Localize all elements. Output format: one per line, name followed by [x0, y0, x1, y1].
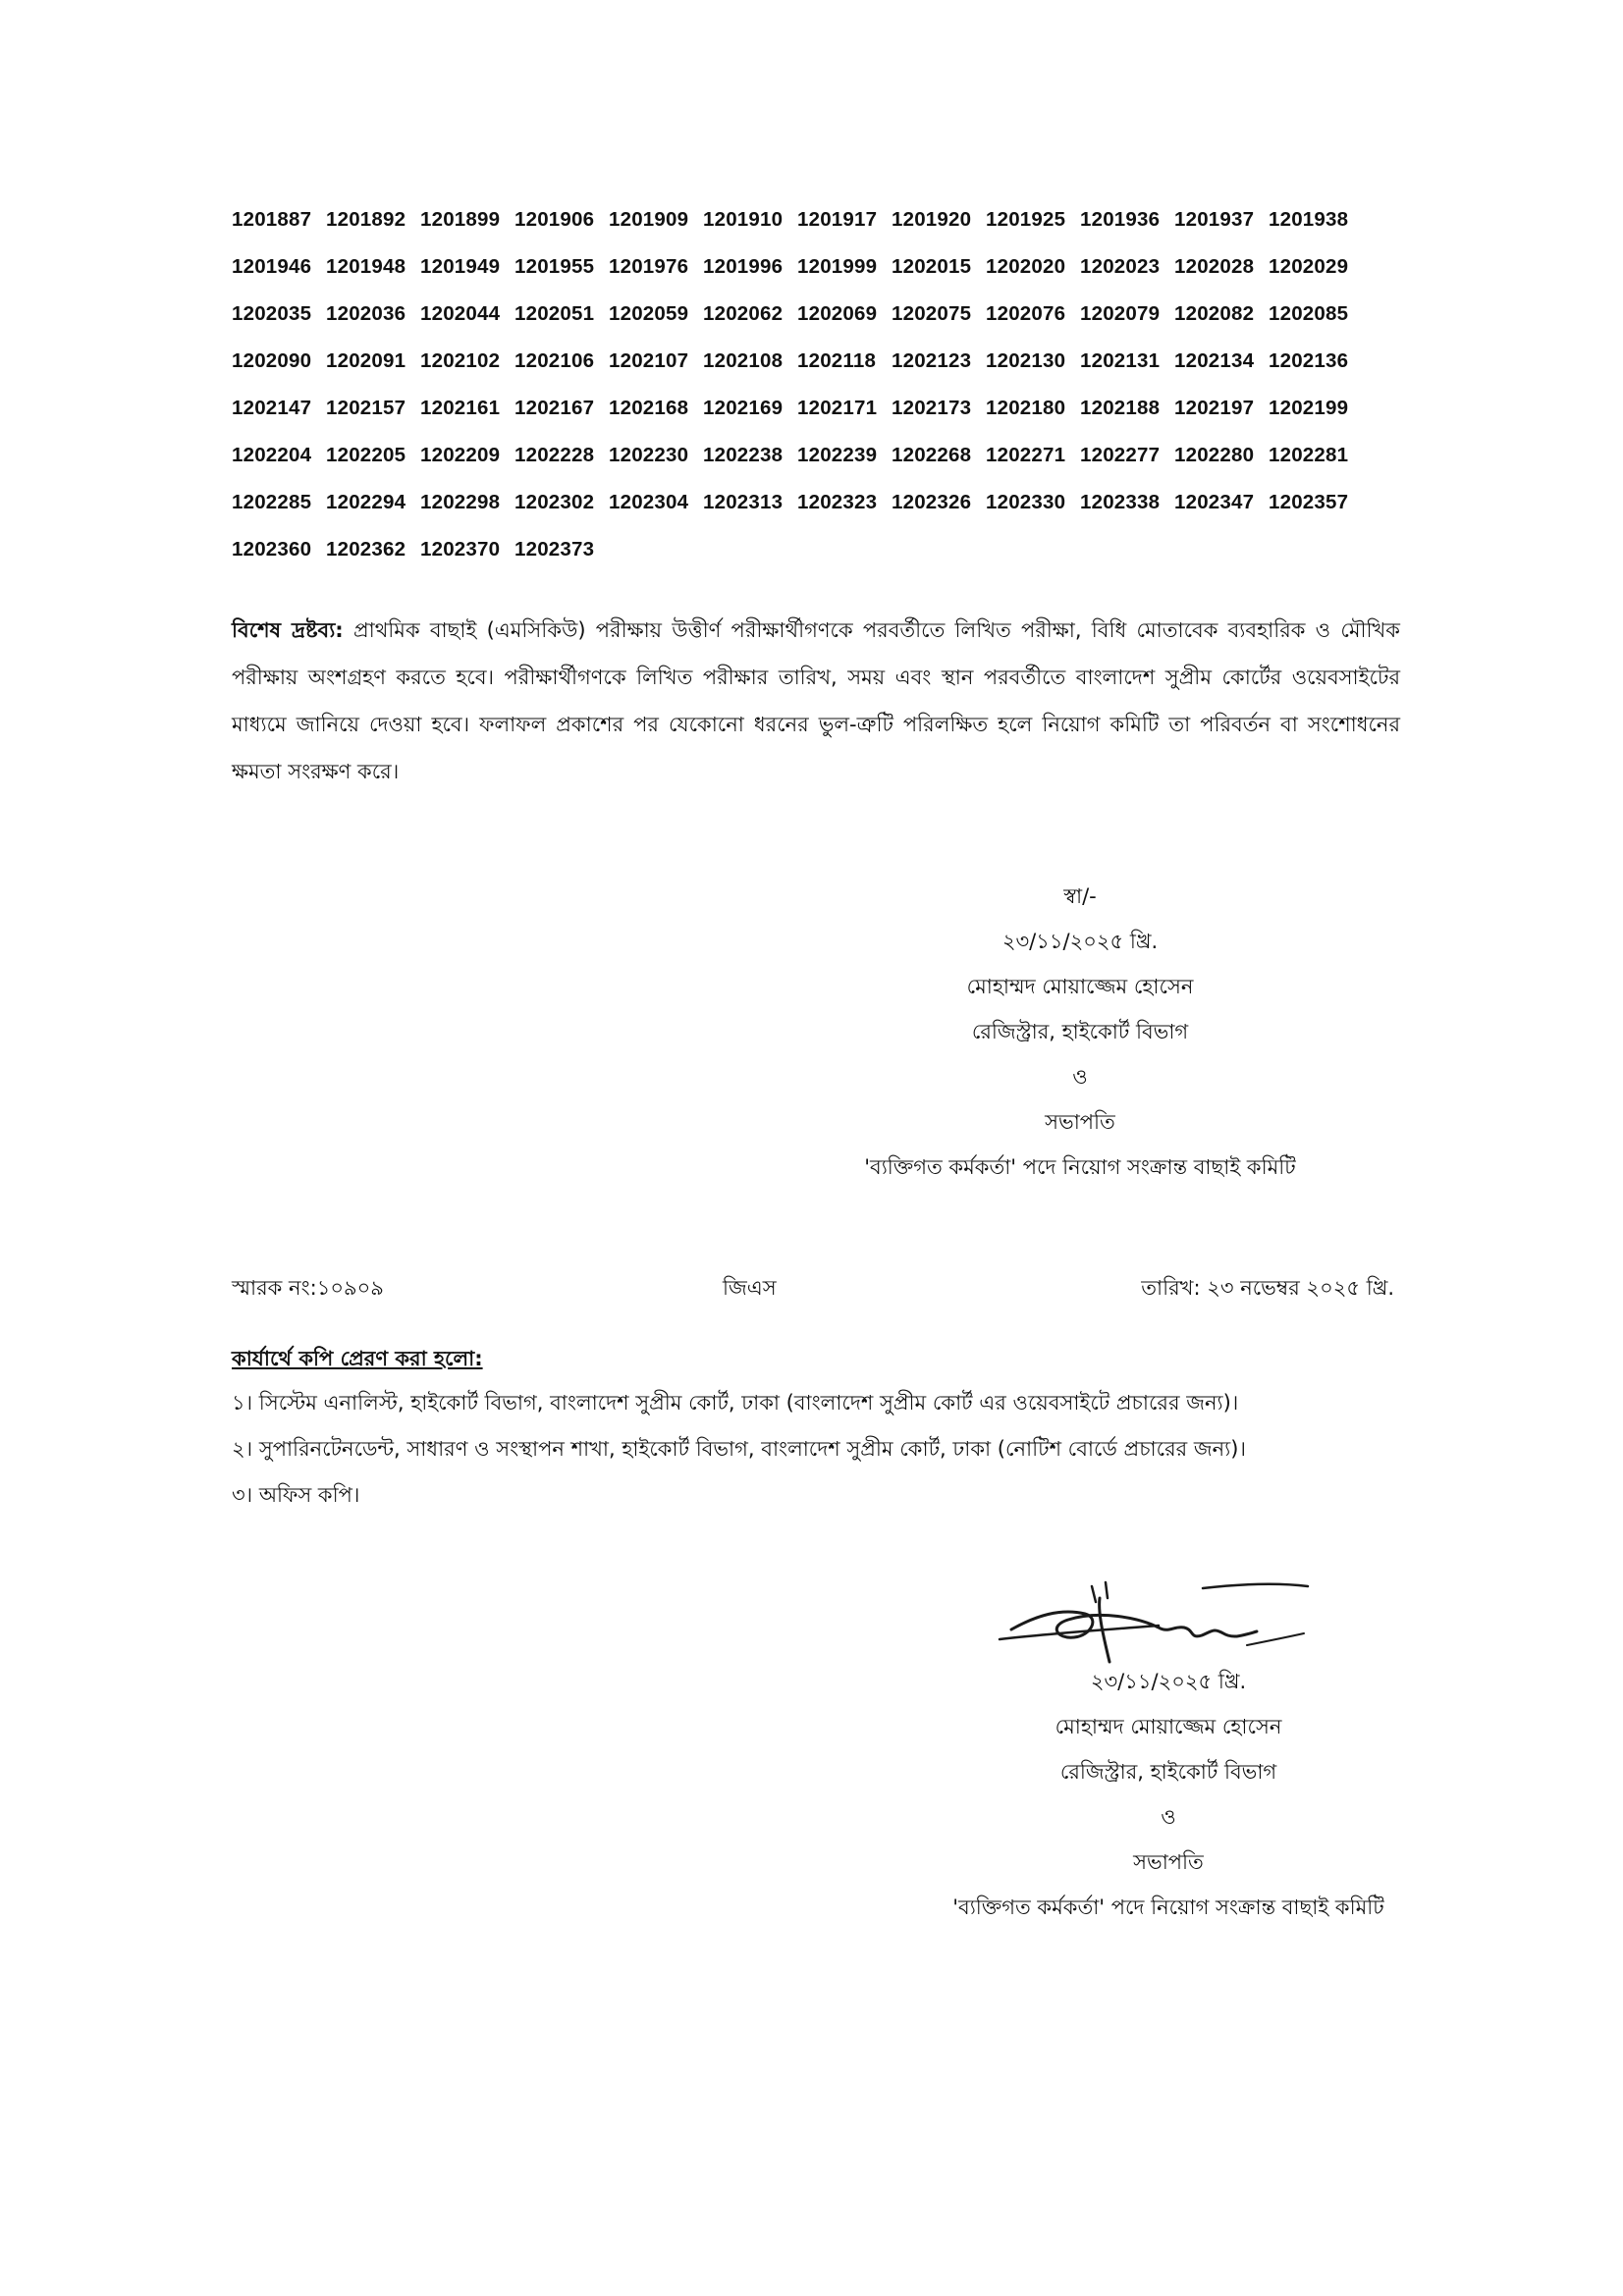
roll-number: 1202091	[326, 349, 406, 372]
roll-number: 1202197	[1174, 397, 1255, 419]
roll-number: 1202338	[1080, 491, 1161, 513]
roll-number-row	[232, 291, 1390, 338]
roll-number-list	[232, 196, 1390, 573]
roll-number: 1202085	[1269, 302, 1349, 325]
roll-number: 1201910	[703, 208, 784, 231]
roll-number: 1202285	[232, 491, 312, 513]
roll-number: 1201999	[797, 255, 878, 278]
signatory-date: ২৩/১১/২০২৫ খ্রি.	[1090, 1670, 1247, 1693]
roll-number-row	[232, 385, 1390, 432]
signatory-date: ২৩/১১/২০২৫ খ্রি.	[1001, 930, 1159, 953]
roll-number: 1202059	[609, 302, 689, 325]
roll-number: 1202062	[703, 302, 784, 325]
roll-number: 1202326	[892, 491, 972, 513]
roll-number: 1202106	[514, 349, 595, 372]
roll-number: 1202147	[232, 397, 312, 419]
roll-number: 1202330	[986, 491, 1066, 513]
signatory-conjunction: ও	[1072, 1065, 1088, 1089]
roll-number: 1201925	[986, 208, 1066, 231]
signatory-role: সভাপতি	[1133, 1850, 1204, 1874]
roll-number: 1201996	[703, 255, 784, 278]
roll-number: 1201976	[609, 255, 689, 278]
roll-number: 1202015	[892, 255, 972, 278]
roll-number: 1202271	[986, 444, 1066, 466]
signatory-committee: 'ব্যক্তিগত কর্মকর্তা' পদে নিয়োগ সংক্রান্ত বাছাই কমিটি	[864, 1155, 1296, 1179]
note-text: প্রাথমিক বাছাই (এমসিকিউ) পরীক্ষায় উত্তীর্ণ পরীক্ষার্থীগণকে পরবর্তীতে লিখিত পরীক্ষা, বিধি মোতাবেক ব্যবহারিক ও মৌখিক পরীক্ষায় অংশগ্রহণ করতে হবে। পরীক্ষার্থীগণকে লিখিত পরীক্ষার তারিখ, সময় এবং স্থান পরবর্তীতে বাংলাদেশ সুপ্রীম কোর্টের ওয়েবসাইটের মাধ্যমে জানিয়ে দেওয়া হবে। ফলাফল প্রকাশের পর যেকোনো ধরনের ভুল-ত্রুটি পরিলক্ষিত হলে নিয়োগ কমিটি তা পরিবর্তন বা সংশোধনের ক্ষমতা সংরক্ষণ করে।	[232, 618, 1401, 783]
note-label: বিশেষ দ্রষ্টব্য:	[232, 618, 344, 642]
roll-number: 1201938	[1269, 208, 1349, 231]
roll-number: 1202044	[420, 302, 501, 325]
roll-number-row	[232, 526, 1390, 573]
roll-number-row	[232, 432, 1390, 479]
roll-number: 1202370	[420, 538, 501, 561]
signatory-block-2	[854, 1659, 1483, 1930]
roll-number: 1202294	[326, 491, 406, 513]
roll-number: 1202209	[420, 444, 501, 466]
roll-number: 1202239	[797, 444, 878, 466]
roll-number: 1202298	[420, 491, 501, 513]
roll-number: 1202228	[514, 444, 595, 466]
roll-number: 1201906	[514, 208, 595, 231]
roll-number-row	[232, 243, 1390, 291]
roll-number: 1202102	[420, 349, 501, 372]
roll-number: 1202362	[326, 538, 406, 561]
roll-number: 1202238	[703, 444, 784, 466]
signatory-designation: রেজিস্ট্রার, হাইকোর্ট বিভাগ	[1059, 1760, 1277, 1784]
roll-number: 1202204	[232, 444, 312, 466]
roll-number: 1202020	[986, 255, 1066, 278]
roll-number: 1202173	[892, 397, 972, 419]
copy-item: ১। সিস্টেম এনালিস্ট, হাইকোর্ট বিভাগ, বাংলাদেশ সুপ্রীম কোর্ট, ঢাকা (বাংলাদেশ সুপ্রীম কোর্ট এর ওয়েবসাইটে প্রচারের জন্য)।	[232, 1391, 1239, 1415]
signatory-designation: রেজিস্ট্রার, হাইকোর্ট বিভাগ	[971, 1020, 1189, 1043]
roll-number-row	[232, 196, 1390, 243]
roll-number: 1202023	[1080, 255, 1161, 278]
roll-number: 1202205	[326, 444, 406, 466]
signatory-committee: 'ব্যক্তিগত কর্মকর্তা' পদে নিয়োগ সংক্রান্ত বাছাই কমিটি	[952, 1896, 1384, 1919]
roll-number: 1202036	[326, 302, 406, 325]
signatory-name: মোহাম্মদ মোয়াজ্জেম হোসেন	[966, 975, 1194, 998]
roll-number: 1202280	[1174, 444, 1255, 466]
roll-number: 1202079	[1080, 302, 1161, 325]
roll-number: 1201946	[232, 255, 312, 278]
roll-number: 1202090	[232, 349, 312, 372]
roll-number: 1201917	[797, 208, 878, 231]
roll-number: 1202134	[1174, 349, 1255, 372]
roll-number: 1202347	[1174, 491, 1255, 513]
roll-number: 1202302	[514, 491, 595, 513]
roll-number: 1202082	[1174, 302, 1255, 325]
roll-number: 1202130	[986, 349, 1066, 372]
roll-number: 1202157	[326, 397, 406, 419]
roll-number: 1201955	[514, 255, 595, 278]
roll-number: 1202118	[797, 349, 877, 372]
roll-number: 1202313	[703, 491, 784, 513]
copy-item: ৩। অফিস কপি।	[232, 1483, 360, 1507]
roll-number: 1202069	[797, 302, 878, 325]
roll-number: 1202076	[986, 302, 1066, 325]
roll-number: 1201892	[326, 208, 406, 231]
roll-number: 1202171	[797, 397, 878, 419]
roll-number: 1202277	[1080, 444, 1161, 466]
special-note	[232, 607, 1400, 795]
roll-number: 1202167	[514, 397, 595, 419]
roll-number: 1201936	[1080, 208, 1161, 231]
roll-number: 1202357	[1269, 491, 1349, 513]
roll-number: 1201937	[1174, 208, 1255, 231]
signatory-conjunction: ও	[1161, 1805, 1176, 1829]
roll-number: 1202123	[892, 349, 972, 372]
roll-number: 1201887	[232, 208, 312, 231]
roll-number: 1201899	[420, 208, 501, 231]
roll-number: 1202075	[892, 302, 972, 325]
roll-number: 1202107	[609, 349, 689, 372]
memo-date: তারিখ: ২৩ নভেম্বর ২০২৫ খ্রি.	[1141, 1276, 1394, 1300]
signatory-role: সভাপতি	[1045, 1110, 1115, 1134]
signatory-block-1	[766, 874, 1394, 1190]
memo-number: স্মারক নং:১০৯০৯	[232, 1276, 384, 1300]
roll-number: 1202028	[1174, 255, 1255, 278]
roll-number: 1201948	[326, 255, 406, 278]
roll-number: 1202281	[1269, 444, 1349, 466]
roll-number-row	[232, 338, 1390, 385]
roll-number: 1202188	[1080, 397, 1161, 419]
signatory-name: মোহাম্মদ মোয়াজ্জেম হোসেন	[1055, 1715, 1282, 1738]
roll-number: 1202108	[703, 349, 784, 372]
roll-number: 1201949	[420, 255, 501, 278]
roll-number: 1202035	[232, 302, 312, 325]
roll-number: 1202323	[797, 491, 878, 513]
copy-item: ২। সুপারিনটেনডেন্ট, সাধারণ ও সংস্থাপন শাখা, হাইকোর্ট বিভাগ, বাংলাদেশ সুপ্রীম কোর্ট, ঢাকা (নোটিশ বোর্ডে প্রচারের জন্য)।	[232, 1437, 1246, 1461]
roll-number-row	[232, 479, 1390, 526]
roll-number: 1202360	[232, 538, 312, 561]
copy-distribution	[232, 1337, 1430, 1519]
roll-number: 1202136	[1269, 349, 1349, 372]
roll-number: 1202180	[986, 397, 1066, 419]
roll-number: 1202051	[514, 302, 595, 325]
roll-number: 1202373	[514, 538, 595, 561]
roll-number: 1201920	[892, 208, 972, 231]
roll-number: 1201909	[609, 208, 689, 231]
roll-number: 1202268	[892, 444, 972, 466]
roll-number: 1202131	[1080, 349, 1161, 372]
copy-heading: কার্যার্থে কপি প্রেরণ করা হলো:	[232, 1347, 483, 1370]
signed-mark: স্বা/-	[1063, 884, 1097, 908]
memo-line	[232, 1272, 1394, 1311]
roll-number: 1202168	[609, 397, 689, 419]
roll-number: 1202304	[609, 491, 689, 513]
roll-number: 1202169	[703, 397, 784, 419]
memo-section: জিএস	[723, 1276, 777, 1300]
roll-number: 1202199	[1269, 397, 1349, 419]
roll-number: 1202029	[1269, 255, 1349, 278]
roll-number: 1202161	[420, 397, 501, 419]
roll-number: 1202230	[609, 444, 689, 466]
